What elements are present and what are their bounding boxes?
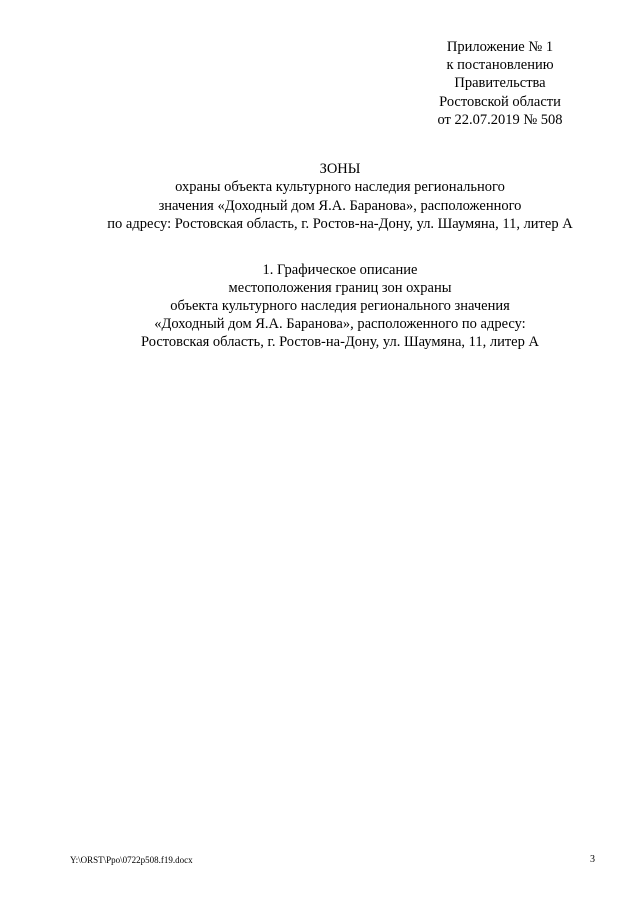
appendix-line: Ростовской области — [439, 93, 561, 110]
section-line: объекта культурного наследия регионального значения — [170, 297, 510, 314]
section-line: местоположения границ зон охраны — [228, 279, 452, 296]
appendix-line: к постановлению — [446, 57, 554, 74]
document-title — [40, 160, 640, 234]
appendix-line: от 22.07.2019 № 508 — [437, 111, 563, 128]
page-number: 3 — [590, 854, 595, 865]
footer-file-path: Y:\ORST\Ppo\0722p508.f19.docx — [70, 855, 193, 865]
section-line: «Доходный дом Я.А. Баранова», расположенного по адресу: — [154, 315, 526, 332]
title-line: по адресу: Ростовская область, г. Ростов-на-Дону, ул. Шаумяна, 11, литер А — [107, 216, 573, 233]
appendix-header — [400, 38, 600, 129]
title-heading: ЗОНЫ — [319, 161, 361, 177]
section-heading — [40, 262, 640, 352]
appendix-line: Приложение № 1 — [446, 39, 554, 55]
appendix-line: Правительства — [454, 75, 546, 92]
section-line: 1. Графическое описание — [262, 262, 418, 278]
title-line: значения «Доходный дом Я.А. Баранова», расположенного — [158, 197, 522, 214]
title-line: охраны объекта культурного наследия регионального — [175, 179, 505, 196]
section-line: Ростовская область, г. Ростов-на-Дону, ул. Шаумяна, 11, литер А — [141, 333, 539, 350]
